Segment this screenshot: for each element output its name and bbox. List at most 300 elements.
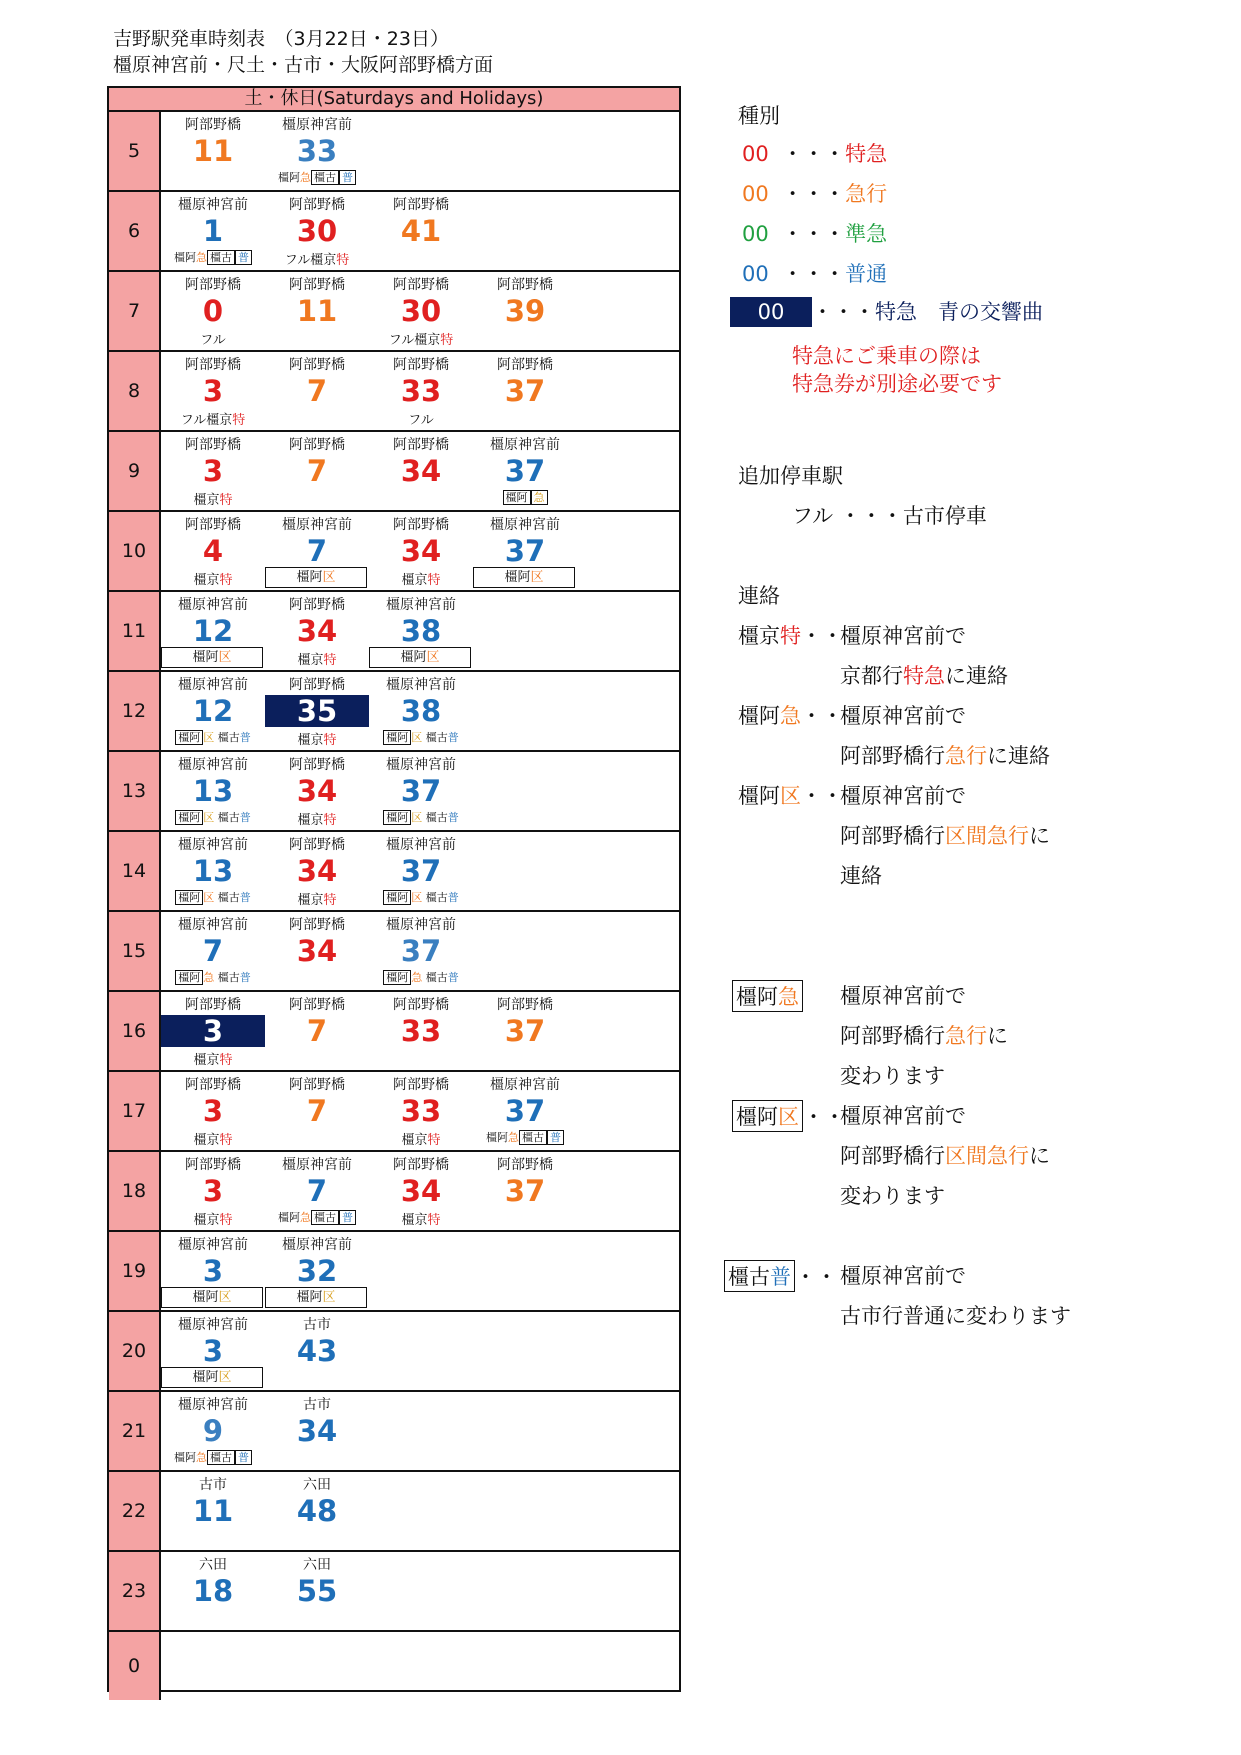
note-part: 特 xyxy=(336,253,350,268)
hour-row xyxy=(109,512,679,592)
departure-minute: 3 xyxy=(202,1014,224,1048)
note-part: 特 xyxy=(440,333,454,348)
legend-type-special xyxy=(730,296,1043,327)
note-part: フル橿京 xyxy=(388,333,441,348)
hour-label: 6 xyxy=(109,192,161,270)
timetable-header: 土・休日(Saturdays and Holidays) xyxy=(109,88,679,112)
destination: 橿原神宮前 xyxy=(282,1237,352,1253)
departure xyxy=(369,192,473,270)
note-part: 区 xyxy=(203,731,215,744)
extra-stop-row xyxy=(792,500,987,530)
destination: 橿原神宮前 xyxy=(178,837,248,853)
departure-minute: 37 xyxy=(504,534,546,568)
connect-code-2: 橿阿区・・ xyxy=(738,784,843,808)
departure-minute: 7 xyxy=(306,454,328,488)
destination: 阿部野橋 xyxy=(497,277,553,293)
note-part: 橿京 xyxy=(297,893,324,908)
connection-note xyxy=(161,489,265,508)
departure xyxy=(161,1072,265,1150)
minute-cell xyxy=(473,1095,577,1127)
note-part: 橿古 xyxy=(422,971,448,984)
hour-label: 9 xyxy=(109,432,161,510)
departure xyxy=(265,1152,369,1230)
departure-minute: 34 xyxy=(296,854,338,888)
destination: 古市 xyxy=(199,1477,227,1493)
destination: 橿原神宮前 xyxy=(386,837,456,853)
destination: 阿部野橋 xyxy=(289,357,345,373)
note-part: フル xyxy=(408,413,434,428)
connection-note xyxy=(161,249,265,265)
note-part: 橿京 xyxy=(193,1053,220,1068)
connection-note xyxy=(161,1209,265,1228)
departure-minute: 34 xyxy=(400,1174,442,1208)
departure-minute: 3 xyxy=(202,374,224,408)
departure-minute: 34 xyxy=(400,454,442,488)
departure xyxy=(265,1392,369,1470)
note-part: 橿阿 xyxy=(174,1451,196,1464)
departures xyxy=(161,432,679,510)
departure-minute: 7 xyxy=(306,1014,328,1048)
minute-cell xyxy=(369,855,473,887)
minute-cell xyxy=(161,1095,265,1127)
hour-label: 16 xyxy=(109,992,161,1070)
note-part: 橿古 xyxy=(207,1450,235,1465)
connect-line1-0: 橿原神宮前で xyxy=(840,624,966,648)
destination: 橿原神宮前 xyxy=(490,1077,560,1093)
destination: 阿部野橋 xyxy=(497,997,553,1013)
connection-note xyxy=(161,1129,265,1148)
note-part: 橿京 xyxy=(401,1213,428,1228)
departure-minute: 37 xyxy=(504,374,546,408)
minute-cell xyxy=(265,855,369,887)
note-part: 橿阿 xyxy=(192,1370,219,1385)
departure-minute: 7 xyxy=(306,1094,328,1128)
departures xyxy=(161,912,679,990)
destination: 橿原神宮前 xyxy=(386,597,456,613)
destination: 阿部野橋 xyxy=(289,997,345,1013)
note-part: 普 xyxy=(447,731,459,744)
departure xyxy=(161,1232,265,1310)
departure xyxy=(265,832,369,910)
minute-cell xyxy=(265,775,369,807)
hour-label: 20 xyxy=(109,1312,161,1390)
departure-minute: 0 xyxy=(202,294,224,328)
departure xyxy=(161,672,265,750)
minute-cell xyxy=(161,1415,265,1447)
connection-note xyxy=(265,249,369,268)
hour-label: 17 xyxy=(109,1072,161,1150)
destination: 古市 xyxy=(303,1317,331,1333)
special-express-highlight xyxy=(265,695,369,727)
destination: 阿部野橋 xyxy=(289,917,345,933)
hour-row xyxy=(109,352,679,432)
departures xyxy=(161,672,679,750)
departure-minute: 11 xyxy=(296,294,338,328)
note-part: 普 xyxy=(235,1450,252,1465)
note-part: 橿古 xyxy=(214,731,240,744)
departure-minute: 37 xyxy=(504,1014,546,1048)
departures xyxy=(161,1072,679,1150)
minute-cell xyxy=(161,375,265,407)
departure-minute: 34 xyxy=(296,1414,338,1448)
change-line3-0: 変わります xyxy=(840,1064,945,1088)
hour-row xyxy=(109,672,679,752)
departures xyxy=(161,592,679,670)
note-part: 橿京 xyxy=(297,733,324,748)
departure xyxy=(369,1072,473,1150)
page-title: 吉野駅発車時刻表 （3月22日・23日） xyxy=(113,28,449,50)
minute-cell xyxy=(161,775,265,807)
legend-dots: ・・・ xyxy=(782,142,846,166)
departure-minute: 43 xyxy=(296,1334,338,1368)
departure-minute: 34 xyxy=(400,534,442,568)
minute-cell xyxy=(161,535,265,567)
hour-label: 12 xyxy=(109,672,161,750)
legend-dots: ・・・ xyxy=(782,262,846,286)
legend-label: 特急 青の交響曲 xyxy=(875,300,1043,324)
note-part: 橿阿 xyxy=(383,890,411,905)
departure-minute: 33 xyxy=(400,374,442,408)
departure-minute: 37 xyxy=(400,854,442,888)
departure-minute: 30 xyxy=(296,214,338,248)
destination: 阿部野橋 xyxy=(289,677,345,693)
hour-row xyxy=(109,752,679,832)
minute-cell xyxy=(369,1015,473,1047)
destination: 阿部野橋 xyxy=(185,277,241,293)
note-part: 区 xyxy=(218,1290,232,1305)
hour-row xyxy=(109,1152,679,1232)
destination: 阿部野橋 xyxy=(289,277,345,293)
destination: 橿原神宮前 xyxy=(178,1317,248,1333)
note-part: 橿阿 xyxy=(192,650,219,665)
departures xyxy=(161,832,679,910)
hour-label: 13 xyxy=(109,752,161,830)
minute-cell xyxy=(265,935,369,967)
departures xyxy=(161,1472,679,1550)
minute-cell xyxy=(161,215,265,247)
departure xyxy=(473,432,577,510)
minute-cell xyxy=(369,775,473,807)
hour-label: 11 xyxy=(109,592,161,670)
note-part: 橿古 xyxy=(422,891,448,904)
hour-row xyxy=(109,1312,679,1392)
change-line2-2: 古市行普通に変わります xyxy=(840,1304,1071,1328)
hour-row xyxy=(109,272,679,352)
minute-cell xyxy=(473,1015,577,1047)
departure-minute: 37 xyxy=(504,1174,546,1208)
minute-cell xyxy=(473,455,577,487)
note-part: 橿古 xyxy=(519,1130,547,1145)
departure xyxy=(265,592,369,670)
minute-cell xyxy=(265,295,369,327)
hour-label: 21 xyxy=(109,1392,161,1470)
hour-row xyxy=(109,1632,679,1700)
legend-code: 00 xyxy=(742,142,769,166)
note-part: 橿古 xyxy=(422,731,448,744)
note-part: フル橿京 xyxy=(180,413,233,428)
departure-minute: 48 xyxy=(296,1494,338,1528)
departure xyxy=(161,1552,265,1630)
minute-cell xyxy=(265,375,369,407)
departures xyxy=(161,112,679,190)
note-part: 橿阿 xyxy=(278,1211,300,1224)
departure xyxy=(161,752,265,830)
departure-minute: 13 xyxy=(192,774,234,808)
note-part: 特 xyxy=(219,1133,233,1148)
destination: 橿原神宮前 xyxy=(282,1157,352,1173)
note-part: 急 xyxy=(203,971,215,984)
departure xyxy=(161,1392,265,1470)
departure xyxy=(161,352,265,430)
destination: 阿部野橋 xyxy=(393,357,449,373)
page-subtitle: 橿原神宮前・尺土・古市・大阪阿部野橋方面 xyxy=(113,54,494,76)
connection-note xyxy=(161,409,265,428)
connection-note xyxy=(161,647,263,668)
connection-note xyxy=(161,1367,263,1388)
connection-note xyxy=(369,969,473,985)
departures xyxy=(161,352,679,430)
note-part: 橿京 xyxy=(193,1213,220,1228)
minute-cell xyxy=(161,1575,265,1607)
departure-minute: 9 xyxy=(202,1414,224,1448)
departure-minute: 18 xyxy=(192,1574,234,1608)
destination: 橿原神宮前 xyxy=(178,677,248,693)
departure-minute: 33 xyxy=(400,1014,442,1048)
hour-label: 7 xyxy=(109,272,161,350)
minute-cell xyxy=(161,615,265,647)
note-part: 特 xyxy=(427,573,441,588)
legend-label: 特急 xyxy=(845,142,888,166)
departure xyxy=(161,1472,265,1550)
departure xyxy=(369,272,473,350)
note-part: 橿阿 xyxy=(175,970,203,985)
minute-cell xyxy=(265,535,369,567)
departure xyxy=(369,832,473,910)
hour-label: 0 xyxy=(109,1632,161,1700)
note-part: 橿古 xyxy=(422,811,448,824)
extra-stop-text: ・・・古市停車 xyxy=(839,504,987,528)
note-part: 橿京 xyxy=(401,1133,428,1148)
departure xyxy=(473,1072,577,1150)
minute-cell xyxy=(369,1095,473,1127)
note-part: 橿京 xyxy=(193,1133,220,1148)
destination: 阿部野橋 xyxy=(393,277,449,293)
connection-note xyxy=(369,1209,473,1228)
destination: 阿部野橋 xyxy=(289,437,345,453)
hour-label: 14 xyxy=(109,832,161,910)
note-part: 橿阿 xyxy=(175,730,203,745)
minute-cell xyxy=(161,455,265,487)
note-part: 橿阿 xyxy=(278,171,300,184)
note-part: 急 xyxy=(411,971,423,984)
minute-cell xyxy=(473,535,577,567)
connection-note xyxy=(369,409,473,428)
minute-cell xyxy=(161,1335,265,1367)
minute-cell xyxy=(265,1335,369,1367)
destination: 橿原神宮前 xyxy=(386,757,456,773)
departure-minute: 7 xyxy=(202,934,224,968)
departure-minute: 12 xyxy=(192,694,234,728)
departure xyxy=(369,352,473,430)
connection-note xyxy=(265,567,367,588)
destination: 橿原神宮前 xyxy=(282,117,352,133)
note-part: 橿京 xyxy=(297,813,324,828)
departure xyxy=(265,272,369,350)
legend-dots: ・・・ xyxy=(782,222,846,246)
departures xyxy=(161,272,679,350)
departure xyxy=(369,752,473,830)
change-line1-2: 橿原神宮前で xyxy=(840,1264,966,1288)
minute-cell xyxy=(265,1095,369,1127)
hour-label: 5 xyxy=(109,112,161,190)
departure xyxy=(265,672,369,750)
minute-cell xyxy=(369,1175,473,1207)
departure xyxy=(161,432,265,510)
destination: 阿部野橋 xyxy=(185,357,241,373)
legend-label: 普通 xyxy=(845,262,888,286)
note-part: 急 xyxy=(196,1451,207,1464)
note-part: 橿阿 xyxy=(383,970,411,985)
note-part: 橿古 xyxy=(207,250,235,265)
note-part: 普 xyxy=(239,891,251,904)
minute-cell xyxy=(161,1175,265,1207)
departure xyxy=(473,1152,577,1230)
note-part: 橿阿 xyxy=(383,810,411,825)
note-part: 急 xyxy=(508,1131,519,1144)
departure xyxy=(265,432,369,510)
note-part: 橿古 xyxy=(311,170,339,185)
departure-minute: 12 xyxy=(192,614,234,648)
connect-line3-2: 連絡 xyxy=(840,864,882,888)
departures xyxy=(161,1552,679,1630)
destination: 阿部野橋 xyxy=(185,517,241,533)
legend-type-junkyu xyxy=(742,218,887,248)
change-code-0: 橿阿急 xyxy=(732,980,803,1012)
departure-minute: 34 xyxy=(296,614,338,648)
departure-minute: 3 xyxy=(202,1334,224,1368)
destination: 阿部野橋 xyxy=(393,1077,449,1093)
departures xyxy=(161,752,679,830)
destination: 阿部野橋 xyxy=(393,517,449,533)
destination: 橿原神宮前 xyxy=(178,1397,248,1413)
note-part: 橿阿 xyxy=(504,570,531,585)
departure-minute: 37 xyxy=(400,774,442,808)
departure-minute: 13 xyxy=(192,854,234,888)
connection-note xyxy=(265,729,369,748)
note-part: 特 xyxy=(219,1053,233,1068)
connection-note xyxy=(265,649,369,668)
hour-label: 8 xyxy=(109,352,161,430)
note-part: 特 xyxy=(323,733,337,748)
note-part: 橿阿 xyxy=(175,890,203,905)
timetable xyxy=(107,86,681,1692)
note-part: 普 xyxy=(447,971,459,984)
connection-note xyxy=(369,647,471,668)
destination: 橿原神宮前 xyxy=(178,757,248,773)
departures xyxy=(161,1392,679,1470)
destination: 橿原神宮前 xyxy=(490,517,560,533)
minute-cell xyxy=(369,295,473,327)
note-part: 橿古 xyxy=(214,891,240,904)
minute-cell xyxy=(369,375,473,407)
departure-minute: 33 xyxy=(296,134,338,168)
connection-note xyxy=(369,329,473,348)
connection-note xyxy=(369,809,473,825)
departure-minute: 1 xyxy=(202,214,224,248)
note-part: 特 xyxy=(427,1133,441,1148)
minute-cell xyxy=(265,1575,369,1607)
departure xyxy=(265,1072,369,1150)
connection-note xyxy=(265,809,369,828)
note-part: 区 xyxy=(411,811,423,824)
minute-cell xyxy=(265,1255,369,1287)
legend-label: 急行 xyxy=(845,182,888,206)
legend-warning-2: 特急券が別途必要です xyxy=(792,372,1002,396)
legend-code: 00 xyxy=(742,222,769,246)
note-part: 普 xyxy=(339,170,356,185)
hour-row xyxy=(109,1552,679,1632)
note-part: フル xyxy=(200,333,226,348)
destination: 六田 xyxy=(199,1557,227,1573)
minute-cell xyxy=(265,135,369,167)
destination: 阿部野橋 xyxy=(185,437,241,453)
note-part: 橿阿 xyxy=(486,1131,508,1144)
hour-row xyxy=(109,1232,679,1312)
hour-row xyxy=(109,912,679,992)
minute-cell xyxy=(265,1015,369,1047)
minute-cell xyxy=(161,295,265,327)
note-part: 急 xyxy=(300,1211,311,1224)
note-part: 区 xyxy=(411,731,423,744)
note-part: 普 xyxy=(239,731,251,744)
note-part: 普 xyxy=(239,971,251,984)
connect-heading: 連絡 xyxy=(738,584,780,608)
connect-line1-1: 橿原神宮前で xyxy=(840,704,966,728)
connection-note xyxy=(473,1129,577,1145)
change-line2-0: 阿部野橋行急行に xyxy=(840,1024,1008,1048)
change-code-1: 橿阿区 ・・ xyxy=(732,1100,845,1132)
destination: 阿部野橋 xyxy=(289,757,345,773)
destination: 阿部野橋 xyxy=(289,1077,345,1093)
departure xyxy=(369,432,473,510)
hour-label: 22 xyxy=(109,1472,161,1550)
departure xyxy=(265,112,369,190)
departure-minute: 3 xyxy=(202,454,224,488)
departure-minute: 41 xyxy=(400,214,442,248)
connect-line2-0: 京都行特急に連絡 xyxy=(840,664,1008,688)
hour-row xyxy=(109,192,679,272)
note-part: 普 xyxy=(239,811,251,824)
note-part: 区 xyxy=(218,1370,232,1385)
departure-minute: 3 xyxy=(202,1174,224,1208)
connection-note xyxy=(265,1209,369,1225)
departure-minute: 38 xyxy=(400,694,442,728)
destination: 六田 xyxy=(303,1477,331,1493)
departures xyxy=(161,1312,679,1390)
special-express-highlight xyxy=(161,1015,265,1047)
note-part: 急 xyxy=(531,490,548,505)
connection-note xyxy=(369,569,473,588)
hour-row xyxy=(109,1392,679,1472)
connect-line2-1: 阿部野橋行急行に連絡 xyxy=(840,744,1050,768)
departure-minute: 34 xyxy=(296,934,338,968)
connection-note xyxy=(161,809,265,825)
note-part: 急 xyxy=(300,171,311,184)
departure xyxy=(265,912,369,990)
minute-cell xyxy=(473,375,577,407)
departure xyxy=(369,992,473,1070)
note-part: 区 xyxy=(203,811,215,824)
